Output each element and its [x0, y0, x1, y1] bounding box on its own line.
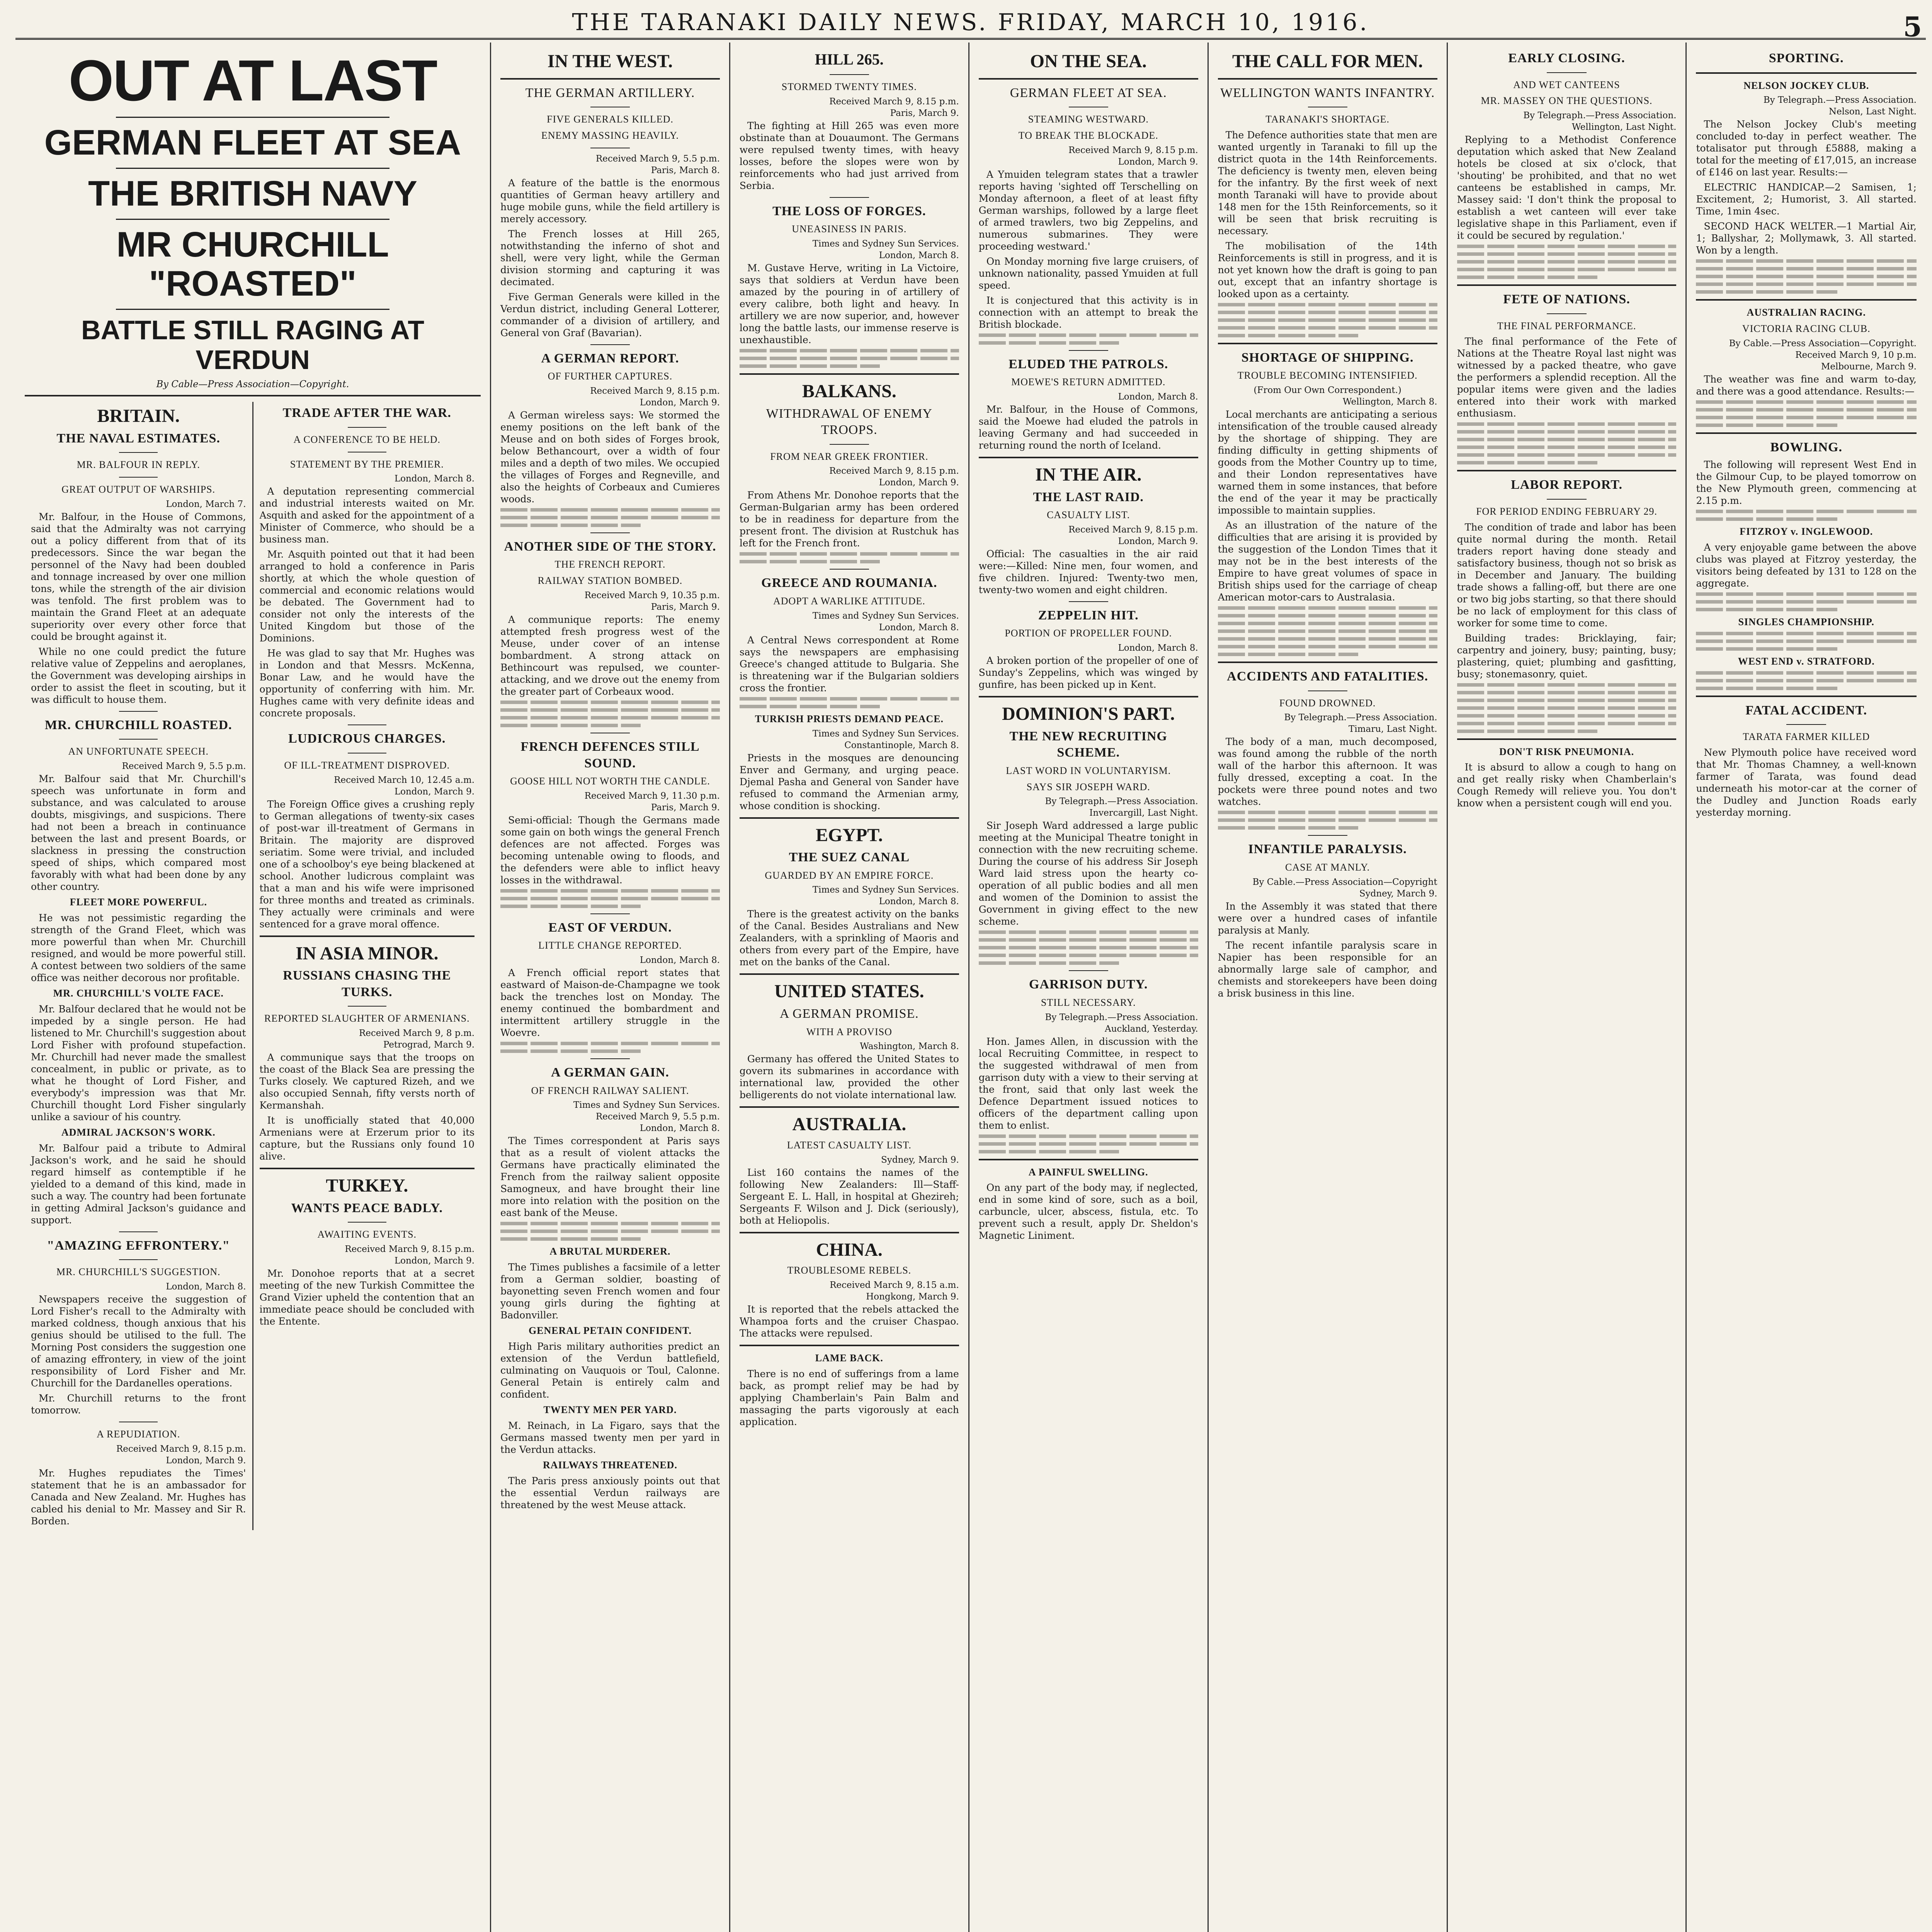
front-column	[15, 43, 491, 1932]
headline-churchill-roasted: MR CHURCHILL "ROASTED"	[116, 224, 389, 304]
article-paragraph: M. Gustave Herve, writing in La Victoire, says that soldiers at Verdun have been amazed by the pouring in of artillery of every calibre, both light and heavy. In artillery we are now superior, and, however long the battle lasts, our immense reserve is unexhaustible.	[739, 262, 959, 346]
article-paragraph: A communique reports: The enemy attempted fresh progress west of the Meuse, under cover of an intense bombardment. A strong attack on Bethincourt was repulsed, we counter-attacking, and we drove out the enemy from the greater part of Corbeaux wood.	[500, 614, 720, 697]
article-paragraph: List 160 contains the names of the following New Zealanders: Ill—Staff-Sergeant E. L. Hall, in hospital at Ghezireh; Sergeants F. Wilson and J. Dick (seriously), both at Heliopolis.	[739, 1167, 959, 1226]
article-paragraph: Five German Generals were killed in the Verdun district, including General Lotterer, commander of a division of artillery, and General von Graf (Bavarian).	[500, 291, 720, 338]
article-paragraph: The French losses at Hill 265, notwithstanding the inferno of shot and shell, were very light, while the German division storming and capturing it was decimated.	[500, 228, 720, 287]
sub-railway-bombed: RAILWAY STATION BOMBED.	[537, 575, 683, 587]
byline: By Telegraph.—Press Association.	[1523, 111, 1677, 121]
sub-french-report: THE FRENCH REPORT.	[554, 559, 666, 570]
article-paragraph: Semi-official: Though the Germans made some gain on both wings the general French defences are not affected. Forges was becoming untenable owing to floods, and the defenders were able to inflict heavy losses in the withdrawal.	[500, 814, 720, 886]
article-paragraph: The mobilisation of the 14th Reinforcements is still in progress, and it is not yet known how the draft is going to pan out, except that an infantry shortage is looked upon as a certainty.	[1218, 240, 1437, 299]
sub-great-output: GREAT OUTPUT OF WARSHIPS.	[61, 484, 216, 495]
article-paragraph: Mr. Balfour said that Mr. Churchill's speech was unfortunate in form and substance, and was calculated to arouse doubts, misgivings, and suspicions. There had not been a breach in continuance between the last and present Boards, or slackness in pressing the construction speed of ships, which compared most favorably with what had been done by any other country.	[31, 773, 246, 893]
ad-pneumonia: DON'T RISK PNEUMONIA.	[1499, 746, 1634, 757]
sub-volte-face: MR. CHURCHILL'S VOLTE FACE.	[53, 988, 224, 999]
sub-french-defences: FRENCH DEFENCES STILL SOUND.	[520, 740, 700, 770]
sub-enemy-massing: ENEMY MASSING HEAVILY.	[541, 129, 679, 141]
article-paragraph: The condition of trade and labor has been quite normal during the month. Retail traders report having done steady and satisfactory business, though not so brisk as in December and January. The building trade shows a falling-off, but there are one or two big jobs starting, so that there should be no lack of employment for this class of worker for some time to come.	[1457, 521, 1677, 629]
sporting-column	[1687, 43, 1926, 1932]
sub-premier: STATEMENT BY THE PREMIER.	[290, 458, 444, 470]
received-time: Received March 9, 8.15 p.m.	[590, 386, 720, 396]
article-paragraph: The Times publishes a facsimile of a letter from a German soldier, boasting of bayonetting seven French women and four young girls during the fighting at Badonviller.	[500, 1262, 720, 1321]
received-time: Received March 9, 8.15 p.m.	[829, 96, 959, 107]
sub-fatal-accident: FATAL ACCIDENT.	[1745, 703, 1867, 718]
article-paragraph: The body of a man, much decomposed, was found among the rubble of the north wall of the harbor this afternoon. It was fully dressed, excepting a coat. In the pockets were three pound notes and two watches.	[1218, 736, 1437, 808]
sub-australian-racing: AUSTRALIAN RACING.	[1747, 307, 1866, 318]
headline-german-fleet: GERMAN FLEET AT SEA	[44, 122, 461, 162]
article-paragraph: Mr. Donohoe reports that at a secret meeting of the new Turkish Committee the Grand Vizier upheld the contention that an immediate peace should be concluded with the Entente.	[259, 1267, 475, 1327]
headline-battle-verdun: BATTLE STILL RAGING AT VERDUN	[81, 315, 424, 375]
article-paragraph: Official: The casualties in the air raid were:—Killed: Nine men, four women, and five children. Injured: Twenty-two men, twenty-two women and eight children.	[978, 548, 1198, 595]
sub-trouble-intensified: TROUBLE BECOMING INTENSIFIED.	[1237, 370, 1418, 381]
sub-uneasiness-paris: UNEASINESS IN PARIS.	[792, 223, 907, 235]
section-call-for-men: THE CALL FOR MEN.	[1232, 51, 1423, 71]
dateline: Paris, March 9.	[651, 602, 720, 612]
sub-unfortunate-speech: AN UNFORTUNATE SPEECH.	[68, 746, 209, 757]
article-paragraph: New Plymouth police have received word that Mr. Thomas Chamney, a well-known farmer of Tarata, was found dead underneath his motor-car at the corner of the Dudley and Junction Roads early yesterday morning.	[1696, 747, 1917, 818]
sub-railways-threatened: RAILWAYS THREATENED.	[543, 1459, 677, 1471]
newspaper-columns	[15, 43, 1926, 1932]
dateline: London, March 8.	[166, 1281, 246, 1292]
article-paragraph: In the Assembly it was stated that there were over a hundred cases of infantile paralysis at Manly.	[1218, 900, 1437, 936]
article-paragraph: Mr. Hughes repudiates the Times' statement that he is an ambassador for Canada and New Zealand. Mr. Hughes has cabled his denial to Mr. Massey and Sir R. Borden.	[31, 1467, 246, 1527]
article-paragraph: A Central News correspondent at Rome says the newspapers are emphasising Greece's changed attitude to Bulgaria. She is threatening war if the Bulgarian soldiers cross the frontier.	[739, 634, 959, 694]
west-column	[491, 43, 730, 1932]
call-column	[1209, 43, 1448, 1932]
article-paragraph: The Times correspondent at Paris says that as a result of violent attacks the Germans have practically eliminated the French from the railway salient opposite Samogneux, and have brought their line more into relation with the position on the east bank of the Meuse.	[500, 1135, 720, 1219]
sub-churchill-suggestion: MR. CHURCHILL'S SUGGESTION.	[56, 1266, 221, 1278]
byline: By Telegraph.—Press Association.	[1045, 796, 1198, 807]
received-time: Received March 9, 10 p.m.	[1795, 350, 1917, 360]
sub-little-change: LITTLE CHANGE REPORTED.	[538, 940, 682, 951]
sub-russians-chasing: RUSSIANS CHASING THE TURKS.	[283, 968, 451, 999]
dateline: Melbourne, March 9.	[1821, 361, 1917, 372]
received-time: Received March 9, 5.5 p.m.	[595, 153, 720, 164]
source-line: (From Our Own Correspondent.)	[1253, 385, 1401, 396]
sub-brutal-murderer: A BRUTAL MURDERER.	[549, 1246, 671, 1257]
sub-zeppelin-hit: ZEPPELIN HIT.	[1038, 608, 1139, 622]
sub-steaming-westward: STEAMING WESTWARD.	[1028, 114, 1149, 125]
sub-awaiting-events: AWAITING EVENTS.	[317, 1229, 417, 1240]
byline: By Telegraph.—Press Association.	[1045, 1012, 1198, 1022]
article-paragraph: SECOND HACK WELTER.—1 Martial Air, 1; Ballyshar, 2; Mollymawk, 3. All started. Won by a length.	[1696, 221, 1917, 256]
article-paragraph: A feature of the battle is the enormous quantities of German heavy artillery and huge mobile guns, while the field artillery is merely accessory.	[500, 177, 720, 224]
section-on-the-sea: ON THE SEA.	[1030, 51, 1147, 71]
article-paragraph: The final performance of the Fete of Nations at the Theatre Royal last night was witnessed by a packed theatre, who gave the performers a splendid reception. All the popular items were given and the ladies entered into their work with marked enthusiasm.	[1457, 336, 1677, 419]
sub-goose-hill: GOOSE HILL NOT WORTH THE CANDLE.	[510, 776, 710, 787]
sub-further-captures: OF FURTHER CAPTURES.	[548, 371, 673, 382]
sub-shortage-shipping: SHORTAGE OF SHIPPING.	[1241, 350, 1414, 365]
article-paragraph: ELECTRIC HANDICAP.—2 Samisen, 1; Excitement, 2; Humorist, 3. All started. Time, 1min 4sec.	[1696, 182, 1917, 217]
article-paragraph: The weather was fine and warm to-day, and there was a good attendance. Results:—	[1696, 373, 1917, 397]
source-line: Times and Sydney Sun Services.	[812, 728, 959, 739]
dateline: London, March 8.	[879, 622, 959, 633]
byline: By Telegraph.—Press Association.	[1284, 713, 1437, 723]
dateline: London, March 8.	[879, 896, 959, 907]
article-paragraph: A French official report states that eastward of Maison-de-Champagne we took back the trenches lost on Monday. The enemy continued the bombardment and intermittent artillery struggle in the Woevre.	[500, 967, 720, 1039]
source-line: Times and Sydney Sun Services.	[573, 1100, 720, 1111]
sub-german-fleet-sea: GERMAN FLEET AT SEA.	[1010, 85, 1167, 100]
britain-column	[25, 402, 252, 1530]
sea-column	[969, 43, 1209, 1932]
sub-amazing-effrontery: "AMAZING EFFRONTERY."	[47, 1238, 230, 1253]
section-australia: AUSTRALIA.	[792, 1114, 906, 1135]
sub-propeller-found: PORTION OF PROPELLER FOUND.	[1005, 628, 1172, 639]
article-paragraph: Germany has offered the United States to govern its submarines in accordance with international law, provided the other belligerents do not violate international law.	[739, 1053, 959, 1101]
ad-lame-back: LAME BACK.	[815, 1352, 883, 1364]
sub-withdrawal: WITHDRAWAL OF ENEMY TROOPS.	[766, 406, 933, 437]
article-paragraph: The Defence authorities state that men are wanted urgently in Taranaki to fill up the district quota in the 14th Reinforcements. The deficiency is twenty men, eleven being for the infantry. By the first week of next month Taranaki will have to provide about 148 men for the 15th Reinforcements, so it will be seen that brisk recruiting is necessary.	[1218, 129, 1437, 236]
sub-nelson-jockey: NELSON JOCKEY CLUB.	[1743, 80, 1869, 91]
article-paragraph: Priests in the mosques are denouncing Enver and Germany, and urging peace. Djemal Pasha and General von Sander have refused to command the Armenian army, whose condition is shocking.	[739, 752, 959, 811]
dateline: Paris, March 8.	[651, 165, 720, 175]
section-balkans: BALKANS.	[802, 381, 896, 402]
sub-joseph-ward: SAYS SIR JOSEPH WARD.	[1026, 781, 1150, 793]
article-paragraph: Building trades: Bricklaying, fair; carpentry and joinery, busy; painting, busy; plastering, quiet; plumbing and gasfitting, busy; stonemasonry, quiet.	[1457, 632, 1677, 680]
article-paragraph: There is the greatest activity on the banks of the Canal. Besides Australians and New Zealanders, with a sprinkling of Maoris and others from every part of the Empire, have met on the banks of the Canal.	[739, 908, 959, 968]
sub-balfour-reply: MR. BALFOUR IN REPLY.	[77, 459, 200, 471]
hill-column	[730, 43, 969, 1932]
dateline: London, March 8.	[1118, 643, 1198, 653]
sub-casualty-list: LATEST CASUALTY LIST.	[787, 1139, 912, 1151]
article-paragraph: A very enjoyable game between the above clubs was played at Fitzroy yesterday, the visitors being defeated by 131 to 128 on the aggregate.	[1696, 542, 1917, 589]
byline-cable: By Cable—Press Association—Copyright.	[156, 379, 349, 390]
sub-tarata-farmer: TARATA FARMER KILLED	[1743, 731, 1870, 743]
article-paragraph: He was not pessimistic regarding the strength of the Grand Fleet, which was more powerful than when Mr. Churchill resigned, and would be more powerful still. A contest between two soldiers of the same office was neither decorous nor profitable.	[31, 912, 246, 984]
masthead-title: THE TARANAKI DAILY NEWS. FRIDAY, MARCH 10, 1916.	[572, 9, 1369, 36]
article-paragraph: A communique says that the troops on the coast of the Black Sea are pressing the Turks closely. We captured Rizeh, and we also occupied Sennah, fifty versts north of Kermanshah.	[259, 1052, 475, 1111]
section-trade: TRADE AFTER THE WAR.	[282, 406, 451, 420]
article-paragraph: Local merchants are anticipating a serious intensification of the trouble caused already by the shortage of shipping. They are finding difficulty in getting shipments of goods from the Mother Country up to time, and their London representatives have warned them in some instances, that before the end of the year it may be practically impossible to maintain supplies.	[1218, 409, 1437, 516]
sub-accidents-fatalities: ACCIDENTS AND FATALITIES.	[1227, 669, 1429, 684]
dateline: Invercargill, Last Night.	[1089, 808, 1198, 818]
sub-wet-canteens: AND WET CANTEENS	[1513, 79, 1620, 90]
article-paragraph: Mr. Balfour, in the House of Commons, said the Moewe had eluded the patrols in leaving Germany and had succeeded in returning round the north of Iceland.	[978, 403, 1198, 451]
dateline: Washington, March 8.	[860, 1041, 959, 1052]
byline: By Cable.—Press Association—Copyright.	[1729, 338, 1917, 349]
article-paragraph: Replying to a Methodist Conference deputation which asked that New Zealand hotels be closed at six o'clock, that 'shouting' be prohibited, and that no wet canteens be established in camps, Mr. Massey said: 'I don't think the proposal to establish a wet canteen will ever take legislative shape in this Parliament, even if it could be secured by regulation.'	[1457, 134, 1677, 242]
sub-moewe-return: MOEWE'S RETURN ADMITTED.	[1011, 376, 1166, 388]
sub-taranaki-shortage: TARANAKI'S SHORTAGE.	[1265, 114, 1390, 125]
section-dominions-part: DOMINION'S PART.	[1002, 704, 1175, 724]
sub-still-necessary: STILL NECESSARY.	[1041, 997, 1136, 1008]
dateline: Petrograd, March 9.	[383, 1040, 475, 1050]
dateline: Paris, March 9.	[651, 802, 720, 813]
sub-singles-championship: SINGLES CHAMPIONSHIP.	[1738, 616, 1874, 628]
sub-infantile-paralysis: INFANTILE PARALYSIS.	[1248, 842, 1407, 857]
dateline: London, March 8.	[879, 250, 959, 261]
received-time: Received March 9, 8.15 p.m.	[829, 466, 959, 476]
sub-admiral-jackson: ADMIRAL JACKSON'S WORK.	[61, 1126, 216, 1138]
sub-last-raid: THE LAST RAID.	[1033, 490, 1144, 504]
dateline: London, March 9.	[1118, 536, 1198, 546]
sub-greece-roumania: GREECE AND ROUMANIA.	[761, 576, 937, 590]
dateline: Wellington, Last Night.	[1572, 122, 1677, 133]
sub-warlike-attitude: ADOPT A WARLIKE ATTITUDE.	[773, 595, 925, 607]
article-paragraph: A deputation representing commercial and industrial interests waited on Mr. Asquith and asked for the appointment of a Minister of Commerce, who should be a business man.	[259, 486, 475, 545]
dateline: London, March 9.	[1118, 156, 1198, 167]
dateline: London, March 8.	[394, 474, 475, 484]
section-early-closing: EARLY CLOSING.	[1508, 51, 1625, 65]
received-time: Received March 9, 5.5 p.m.	[122, 761, 246, 772]
article-paragraph: M. Reinach, in La Figaro, says that the Germans massed twenty men per yard in the Verdun attacks.	[500, 1420, 720, 1455]
sub-bowling: BOWLING.	[1770, 440, 1842, 454]
sub-wants-peace: WANTS PEACE BADLY.	[291, 1201, 443, 1215]
received-time: Received March 9, 8.15 p.m.	[1068, 145, 1198, 155]
section-britain: BRITAIN.	[97, 406, 180, 427]
article-paragraph: A broken portion of the propeller of one of Sunday's Zeppelins, which was winged by gunfire, has been picked up in Kent.	[978, 655, 1198, 690]
sub-wellington-infantry: WELLINGTON WANTS INFANTRY.	[1220, 85, 1435, 100]
article-paragraph: The Foreign Office gives a crushing reply to German allegations of twenty-six cases of post-war ill-treatment of Germans in Britain. The majority are disproved seriatim. Some were trivial, and included one of a schoolboy's eye being blackened at school. Another ludicrous complaint was that a man and his wife were imprisoned for three months and treated as criminals. They actually were criminals and were sentenced for a grave moral offence.	[259, 798, 475, 930]
article-paragraph: While no one could predict the future relative value of Zeppelins and aeroplanes, the Government was developing airships in order to assist the fleet in scouting, but it was difficult to house them.	[31, 646, 246, 705]
dateline: Nelson, Last Night.	[1828, 107, 1917, 117]
dateline: Auckland, Yesterday.	[1105, 1024, 1198, 1034]
article-paragraph: On Monday morning five large cruisers, of unknown nationality, passed Ymuiden at full speed.	[978, 255, 1198, 291]
sub-proviso: WITH A PROVISO	[806, 1026, 892, 1037]
source-line: Times and Sydney Sun Services.	[812, 885, 959, 895]
dateline: Constantinople, March 8.	[844, 740, 959, 750]
article-paragraph: It is conjectured that this activity is in connection with an attempt to break the British blockade.	[978, 294, 1198, 330]
article-paragraph: Mr. Asquith pointed out that it had been arranged to hold a conference in Paris shortly, at which the whole question of commercial and economic relations would be debated. The Government had to consider not only the interests of the United Kingdom but those of the Dominions.	[259, 549, 475, 644]
sub-massey-questions: MR. MASSEY ON THE QUESTIONS.	[1481, 95, 1653, 107]
section-asia-minor: IN ASIA MINOR.	[296, 943, 439, 964]
dateline: London, March 9.	[394, 1255, 475, 1266]
headline-out-at-last: OUT AT LAST	[68, 48, 437, 113]
section-turkey: TURKEY.	[326, 1175, 408, 1196]
article-paragraph: Mr. Balfour, in the House of Commons, said that the Admiralty was not carrying out a policy different from that of its predecessors. Since the war began the personnel of the Navy had been doubled and tonnage increased by over one million tons, while the strength of the air division was tenfold. The first problem was to maintain the Grand Fleet at an adequate superiority over every other force that could be brought against it.	[31, 511, 246, 642]
section-hill-265: HILL 265.	[815, 51, 884, 68]
dateline: London, March 9.	[394, 786, 475, 797]
article-paragraph: It is unofficially stated that 40,000 Armenians were at Erzerum prior to its capture, but the Russians only found 10 alive.	[259, 1115, 475, 1162]
article-paragraph: High Paris military authorities predict an extension of the Verdun battlefield, culminating on Vauquois or Toul, Calonne. General Petain is entirely calm and confident.	[500, 1341, 720, 1400]
received-time: Received March 9, 8.15 p.m.	[1068, 524, 1198, 535]
received-time: Received March 9, 11.30 p.m.	[584, 791, 720, 801]
article-paragraph: He was glad to say that Mr. Hughes was in London and that Messrs. McKenna, Bonar Law, and he would have the opportunity of conferring with him. Mr. Hughes came with very definite ideas and concrete proposals.	[259, 648, 475, 719]
masthead	[15, 7, 1926, 43]
source-line: Times and Sydney Sun Services.	[812, 239, 959, 249]
received-time: Received March 9, 8.15 a.m.	[830, 1280, 959, 1291]
sub-voluntaryism: LAST WORD IN VOLUNTARYISM.	[1006, 765, 1171, 776]
sub-fleet-powerful: FLEET MORE POWERFUL.	[70, 896, 207, 908]
article-paragraph: Newspapers receive the suggestion of Lord Fisher's recall to the Admiralty with marked coldness, though anxious that his genius should be utilised to the full. The Morning Post considers the suggestion one of amazing effrontery, in view of the joint responsibility of Lord Fisher and Mr. Churchill for the Dardanelles operations.	[31, 1293, 246, 1389]
sub-greek-frontier: FROM NEAR GREEK FRONTIER.	[770, 451, 929, 462]
article-paragraph: It is reported that the rebels attacked the Whampoa forts and the cruiser Chaspao. The attacks were repulsed.	[739, 1304, 959, 1339]
sub-naval-estimates: THE NAVAL ESTIMATES.	[56, 431, 220, 446]
sub-stormed-twenty: STORMED TWENTY TIMES.	[781, 81, 917, 92]
sub-break-blockade: TO BREAK THE BLOCKADE.	[1018, 129, 1158, 141]
article-paragraph: A German wireless says: We stormed the enemy positions on the left bank of the Meuse and on both sides of Forges brook, below Bethancourt, over a width of four miles and a depth of two miles. We occupied the villages of Forges and Regneville, and also the heights of Corbeaux and Cumieres woods.	[500, 409, 720, 505]
article-paragraph: Mr. Churchill returns to the front tomorrow.	[31, 1392, 246, 1416]
sub-repudiation: A REPUDIATION.	[97, 1428, 180, 1440]
sub-railway-salient: OF FRENCH RAILWAY SALIENT.	[531, 1085, 689, 1096]
received-time: Received March 9, 5.5 p.m.	[595, 1112, 720, 1122]
trade-column	[252, 402, 481, 1530]
sub-german-gain: A GERMAN GAIN.	[551, 1065, 669, 1080]
dateline: London, March 8.	[1118, 391, 1198, 402]
dateline: London, March 8.	[639, 955, 720, 966]
article-paragraph: As an illustration of the nature of the difficulties that are arising it is provided by the suggestion of the London Times that it may not be in the best interests of the Empire to have great volumes of space in British ships used for the carriage of cheap American motor-cars to Australasia.	[1218, 520, 1437, 603]
section-china: CHINA.	[816, 1239, 883, 1260]
sub-german-promise: A GERMAN PROMISE.	[779, 1007, 919, 1021]
sub-churchill-roasted: MR. CHURCHILL ROASTED.	[44, 718, 232, 732]
received-time: Received March 9, 8.15 p.m.	[116, 1444, 246, 1454]
dateline: London, March 8.	[639, 1123, 720, 1134]
sub-german-report: A GERMAN REPORT.	[541, 351, 679, 366]
sub-found-drowned: FOUND DROWNED.	[1279, 697, 1376, 709]
ad-paragraph: It is absurd to allow a cough to hang on and get really risky when Chamberlain's Cough Remedy will relieve you. You don't know when a persistent cough will end you.	[1457, 762, 1677, 809]
sub-empire-force: GUARDED BY AN EMPIRE FORCE.	[765, 869, 934, 881]
dateline: Timaru, Last Night.	[1349, 724, 1437, 735]
sub-final-performance: THE FINAL PERFORMANCE.	[1497, 320, 1636, 332]
sub-east-of-verdun: EAST OF VERDUN.	[548, 920, 672, 935]
article-paragraph: The recent infantile paralysis scare in Napier has been responsible for an abnormally large sale of camphor, and chemists and storekeepers have been doing a brisk business in this line.	[1218, 939, 1437, 999]
dateline: Hongkong, March 9.	[866, 1292, 959, 1302]
sub-fete-of-nations: FETE OF NATIONS.	[1503, 292, 1630, 307]
sub-five-generals: FIVE GENERALS KILLED.	[547, 114, 673, 125]
byline: By Cable.—Press Association—Copyright	[1252, 877, 1437, 887]
sub-loss-of-forges: THE LOSS OF FORGES.	[772, 204, 926, 218]
article-paragraph: Sir Joseph Ward addressed a large public meeting at the Municipal Theatre tonight in connection with the new recruiting scheme. During the course of his address Sir Joseph Ward laid stress upon the hearty co-operation of all public bodies and all men and women of the Dominion to assist the Government in giving effect to the new scheme.	[978, 820, 1198, 927]
article-paragraph: Mr. Balfour paid a tribute to Admiral Jackson's work, and he said he should regard himself as contemptible if he yielded to a demand of this kind, made in such a way. The country had been fortunate in getting Admiral Jackson's guidance and support.	[31, 1142, 246, 1226]
dateline: London, March 9.	[879, 478, 959, 488]
headline-british-navy: THE BRITISH NAVY	[88, 173, 417, 213]
article-paragraph: The following will represent West End in the Gilmour Cup, to be played tomorrow on the New Plymouth green, commencing at 2.15 p.m.	[1696, 459, 1917, 507]
front-split	[25, 402, 481, 1530]
sub-another-side: ANOTHER SIDE OF THE STORY.	[504, 539, 716, 554]
article-paragraph: From Athens Mr. Donohoe reports that the German-Bulgarian army has been ordered to be in readiness for departure from the present front. The division at Rustchuk has left for the French front.	[739, 490, 959, 549]
dateline: Sydney, March 9.	[881, 1155, 959, 1165]
sub-labor-report: LABOR REPORT.	[1511, 478, 1622, 492]
sub-case-manly: CASE AT MANLY.	[1285, 861, 1370, 873]
sub-conference: A CONFERENCE TO BE HELD.	[293, 434, 441, 445]
sub-period-ending: FOR PERIOD ENDING FEBRUARY 29.	[1476, 505, 1657, 517]
section-in-the-west: IN THE WEST.	[547, 51, 673, 71]
sub-casualty-list: CASUALTY LIST.	[1047, 509, 1130, 521]
sub-recruiting-scheme: THE NEW RECRUITING SCHEME.	[1009, 729, 1167, 760]
dateline: Paris, March 9.	[890, 108, 959, 118]
dateline: Wellington, March 8.	[1342, 397, 1437, 407]
received-time: Received March 9, 10.35 p.m.	[584, 590, 720, 601]
sub-troublesome-rebels: TROUBLESOME REBELS.	[787, 1265, 912, 1276]
section-in-the-air: IN THE AIR.	[1035, 464, 1142, 485]
article-paragraph: A Ymuiden telegram states that a trawler reports having 'sighted off Terschelling on Monday afternoon, a fleet of at least fifty German warships, followed by a large fleet of armed trawlers, two big Zeppelins, and numerous submarines. They were proceeding westward.'	[978, 168, 1198, 252]
received-time: Received March 9, 8 p.m.	[359, 1028, 475, 1039]
sub-ludicrous-charges: LUDICROUS CHARGES.	[288, 731, 446, 746]
dateline: Sydney, March 9.	[1359, 888, 1437, 899]
sub-west-end-stratford: WEST END v. STRATFORD.	[1738, 655, 1875, 667]
section-egypt: EGYPT.	[815, 825, 883, 845]
article-paragraph: The Paris press anxiously points out that the essential Verdun railways are threatened by the west Meuse attack.	[500, 1475, 720, 1510]
dateline: London, March 7.	[166, 499, 246, 509]
sub-ill-treatment: OF ILL-TREATMENT DISPROVED.	[284, 759, 450, 771]
sub-turkish-priests: TURKISH PRIESTS DEMAND PEACE.	[755, 713, 944, 724]
sub-german-artillery: THE GERMAN ARTILLERY.	[525, 85, 695, 100]
dateline: London, March 9.	[166, 1455, 246, 1466]
article-paragraph: The fighting at Hill 265 was even more obstinate than at Douaumont. The Germans were repulsed twenty times, with heavy losses, before the slopes were won by reinforcements who had just arrived from Serbia.	[739, 120, 959, 191]
closing-column	[1448, 43, 1687, 1932]
ad-painful-swelling: A PAINFUL SWELLING.	[1028, 1166, 1148, 1178]
sub-victoria-racing: VICTORIA RACING CLUB.	[1742, 323, 1871, 335]
sub-fitzroy-inglewood: FITZROY v. INGLEWOOD.	[1740, 526, 1873, 537]
article-paragraph: Hon. James Allen, in discussion with the local Recruiting Committee, in respect to the suggested withdrawal of men from garrison duty with a view to their serving at the front, said that only last week the Defence Department issued notices to officers of the department calling upon them to enlist.	[978, 1036, 1198, 1131]
ad-paragraph: There is no end of sufferings from a lame back, as prompt relief may be had by applying Chamberlain's Pain Balm and massaging the parts vigorously at each application.	[739, 1368, 959, 1427]
page-number: 5	[1903, 11, 1922, 43]
dateline: London, March 9.	[639, 397, 720, 408]
received-time: Received March 10, 12.45 a.m.	[334, 775, 475, 785]
sub-eluded-patrols: ELUDED THE PATROLS.	[1009, 357, 1168, 371]
article-paragraph: The Nelson Jockey Club's meeting concluded to-day in perfect weather. The totalisator put through £5888, making a total for the meeting of £17,015, an increase of £146 on last year. Results:—	[1696, 119, 1917, 178]
ad-paragraph: On any part of the body may, if neglected, end in some kind of sore, such as a boil, carbuncle, ulcer, abscess, fistula, etc. To prevent such a result, apply Dr. Sheldon's Magnetic Liniment.	[978, 1182, 1198, 1242]
received-time: Received March 9, 8.15 p.m.	[345, 1244, 475, 1254]
sub-armenians: REPORTED SLAUGHTER OF ARMENIANS.	[264, 1013, 470, 1024]
section-sporting: SPORTING.	[1769, 51, 1844, 65]
source-line: Times and Sydney Sun Services.	[812, 611, 959, 621]
article-paragraph: Mr. Balfour declared that he would not be impeded by a single person. He had listened to Mr. Churchill's suggestion about Lord Fisher with profound stupefaction. Mr. Churchill had never made the smallest concealment, in public or private, as to what he thought of Lord Fisher, and everybody's impression was that Mr. Churchill thought Lord Fisher singularly unlike a saviour of his country.	[31, 1003, 246, 1122]
byline: By Telegraph.—Press Association.	[1763, 95, 1917, 105]
sub-garrison-duty: GARRISON DUTY.	[1029, 977, 1148, 992]
sub-suez-canal: THE SUEZ CANAL	[789, 850, 910, 865]
section-united-states: UNITED STATES.	[774, 981, 924, 1002]
sub-petain-confident: GENERAL PETAIN CONFIDENT.	[528, 1325, 692, 1337]
sub-twenty-men: TWENTY MEN PER YARD.	[543, 1404, 677, 1416]
